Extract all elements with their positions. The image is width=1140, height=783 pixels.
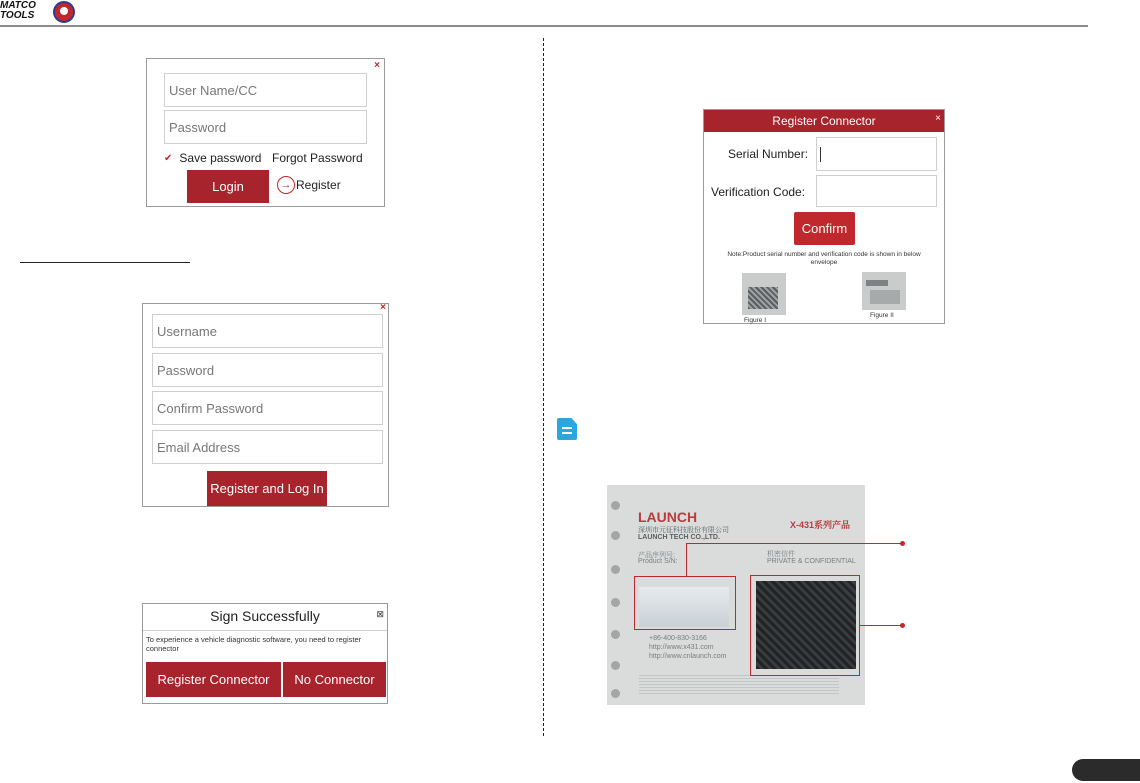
register-connector-dialog (703, 109, 945, 324)
serial-number-input[interactable] (816, 137, 937, 171)
envelope-confidential-cn: 机密信件 (767, 551, 795, 558)
no-connector-button[interactable]: No Connector (283, 662, 386, 697)
close-icon[interactable]: ⊠ (376, 609, 384, 619)
login-dialog (146, 58, 385, 207)
header-rule (0, 25, 1088, 27)
envelope-company-en: LAUNCH TECH CO.,LTD. (638, 534, 720, 541)
dialog-message: To experience a vehicle diagnostic software, you need to register connector (146, 635, 362, 653)
dialog-title: Sign Successfully (210, 608, 320, 624)
envelope-website-2: http://www.cnlaunch.com (649, 653, 727, 660)
page-number-tab (1072, 759, 1140, 781)
envelope-product-sn: Product S/N: (638, 558, 678, 565)
login-button[interactable]: Login (187, 170, 269, 203)
username-field[interactable]: Username (152, 314, 383, 348)
register-label: Register (296, 178, 341, 192)
envelope-company-cn: 深圳市元征科技股份有限公司 (638, 527, 729, 534)
envelope-confidential: PRIVATE & CONFIDENTIAL (767, 558, 856, 565)
envelope-fine-print (639, 673, 839, 695)
note-icon (557, 418, 577, 440)
confirm-button[interactable]: Confirm (794, 212, 855, 245)
sign-success-dialog (142, 603, 388, 704)
figure-1-thumbnail (742, 273, 786, 315)
serial-leader-dot (900, 541, 905, 546)
column-divider (543, 38, 544, 736)
password-field[interactable]: Password (164, 110, 367, 144)
serial-number-callout-box (634, 576, 736, 630)
envelope-brand: LAUNCH (638, 509, 698, 525)
logo-badge-icon (53, 1, 75, 23)
envelope-product-sn-cn: 产品序列号: (638, 552, 675, 559)
figure-2-caption: Figure II (870, 312, 894, 319)
save-password-checkbox[interactable] (164, 151, 261, 165)
logo (0, 0, 80, 24)
close-icon[interactable]: × (380, 302, 386, 313)
envelope-website-1: http://www.x431.com (649, 644, 714, 651)
register-connector-button[interactable]: Register Connector (146, 662, 281, 697)
title-divider (143, 630, 387, 631)
email-field[interactable]: Email Address (152, 430, 383, 464)
verification-leader-dot (900, 623, 905, 628)
close-icon[interactable]: × (374, 60, 380, 71)
verification-code-input[interactable] (816, 175, 937, 207)
figure-2-thumbnail (862, 272, 906, 310)
check-icon: ✔ (164, 152, 173, 164)
forgot-password-link[interactable]: Forgot Password (272, 151, 363, 165)
logo-text: MATCO TOOLS (0, 0, 36, 21)
envelope-series: X-431系列产品 (790, 520, 851, 530)
register-dialog (142, 303, 389, 507)
envelope-phone: +86-400-830-3166 (649, 635, 707, 642)
register-and-login-button[interactable]: Register and Log In (207, 471, 327, 506)
verification-code-callout-box (750, 575, 860, 676)
password-field[interactable]: Password (152, 353, 383, 387)
username-field[interactable]: User Name/CC (164, 73, 367, 107)
register-link[interactable] (277, 176, 341, 194)
dialog-title: Register Connector (772, 114, 876, 128)
serial-number-label: Serial Number: (728, 147, 809, 161)
arrow-circle-icon: → (277, 176, 295, 194)
serial-leader-vertical (686, 543, 687, 576)
serial-leader-horizontal (686, 543, 902, 544)
note-text: Note:Product serial number and verification code is shown in below envelope (727, 251, 921, 266)
save-password-label: Save password (179, 151, 262, 165)
verification-leader-horizontal (860, 625, 902, 626)
text-cursor (820, 147, 821, 162)
figure-1-caption: Figure I (744, 317, 767, 324)
confirm-password-field[interactable]: Confirm Password (152, 391, 383, 425)
verification-code-label: Verification Code: (711, 185, 806, 199)
close-icon[interactable]: × (935, 113, 941, 124)
section-underline (20, 262, 190, 263)
